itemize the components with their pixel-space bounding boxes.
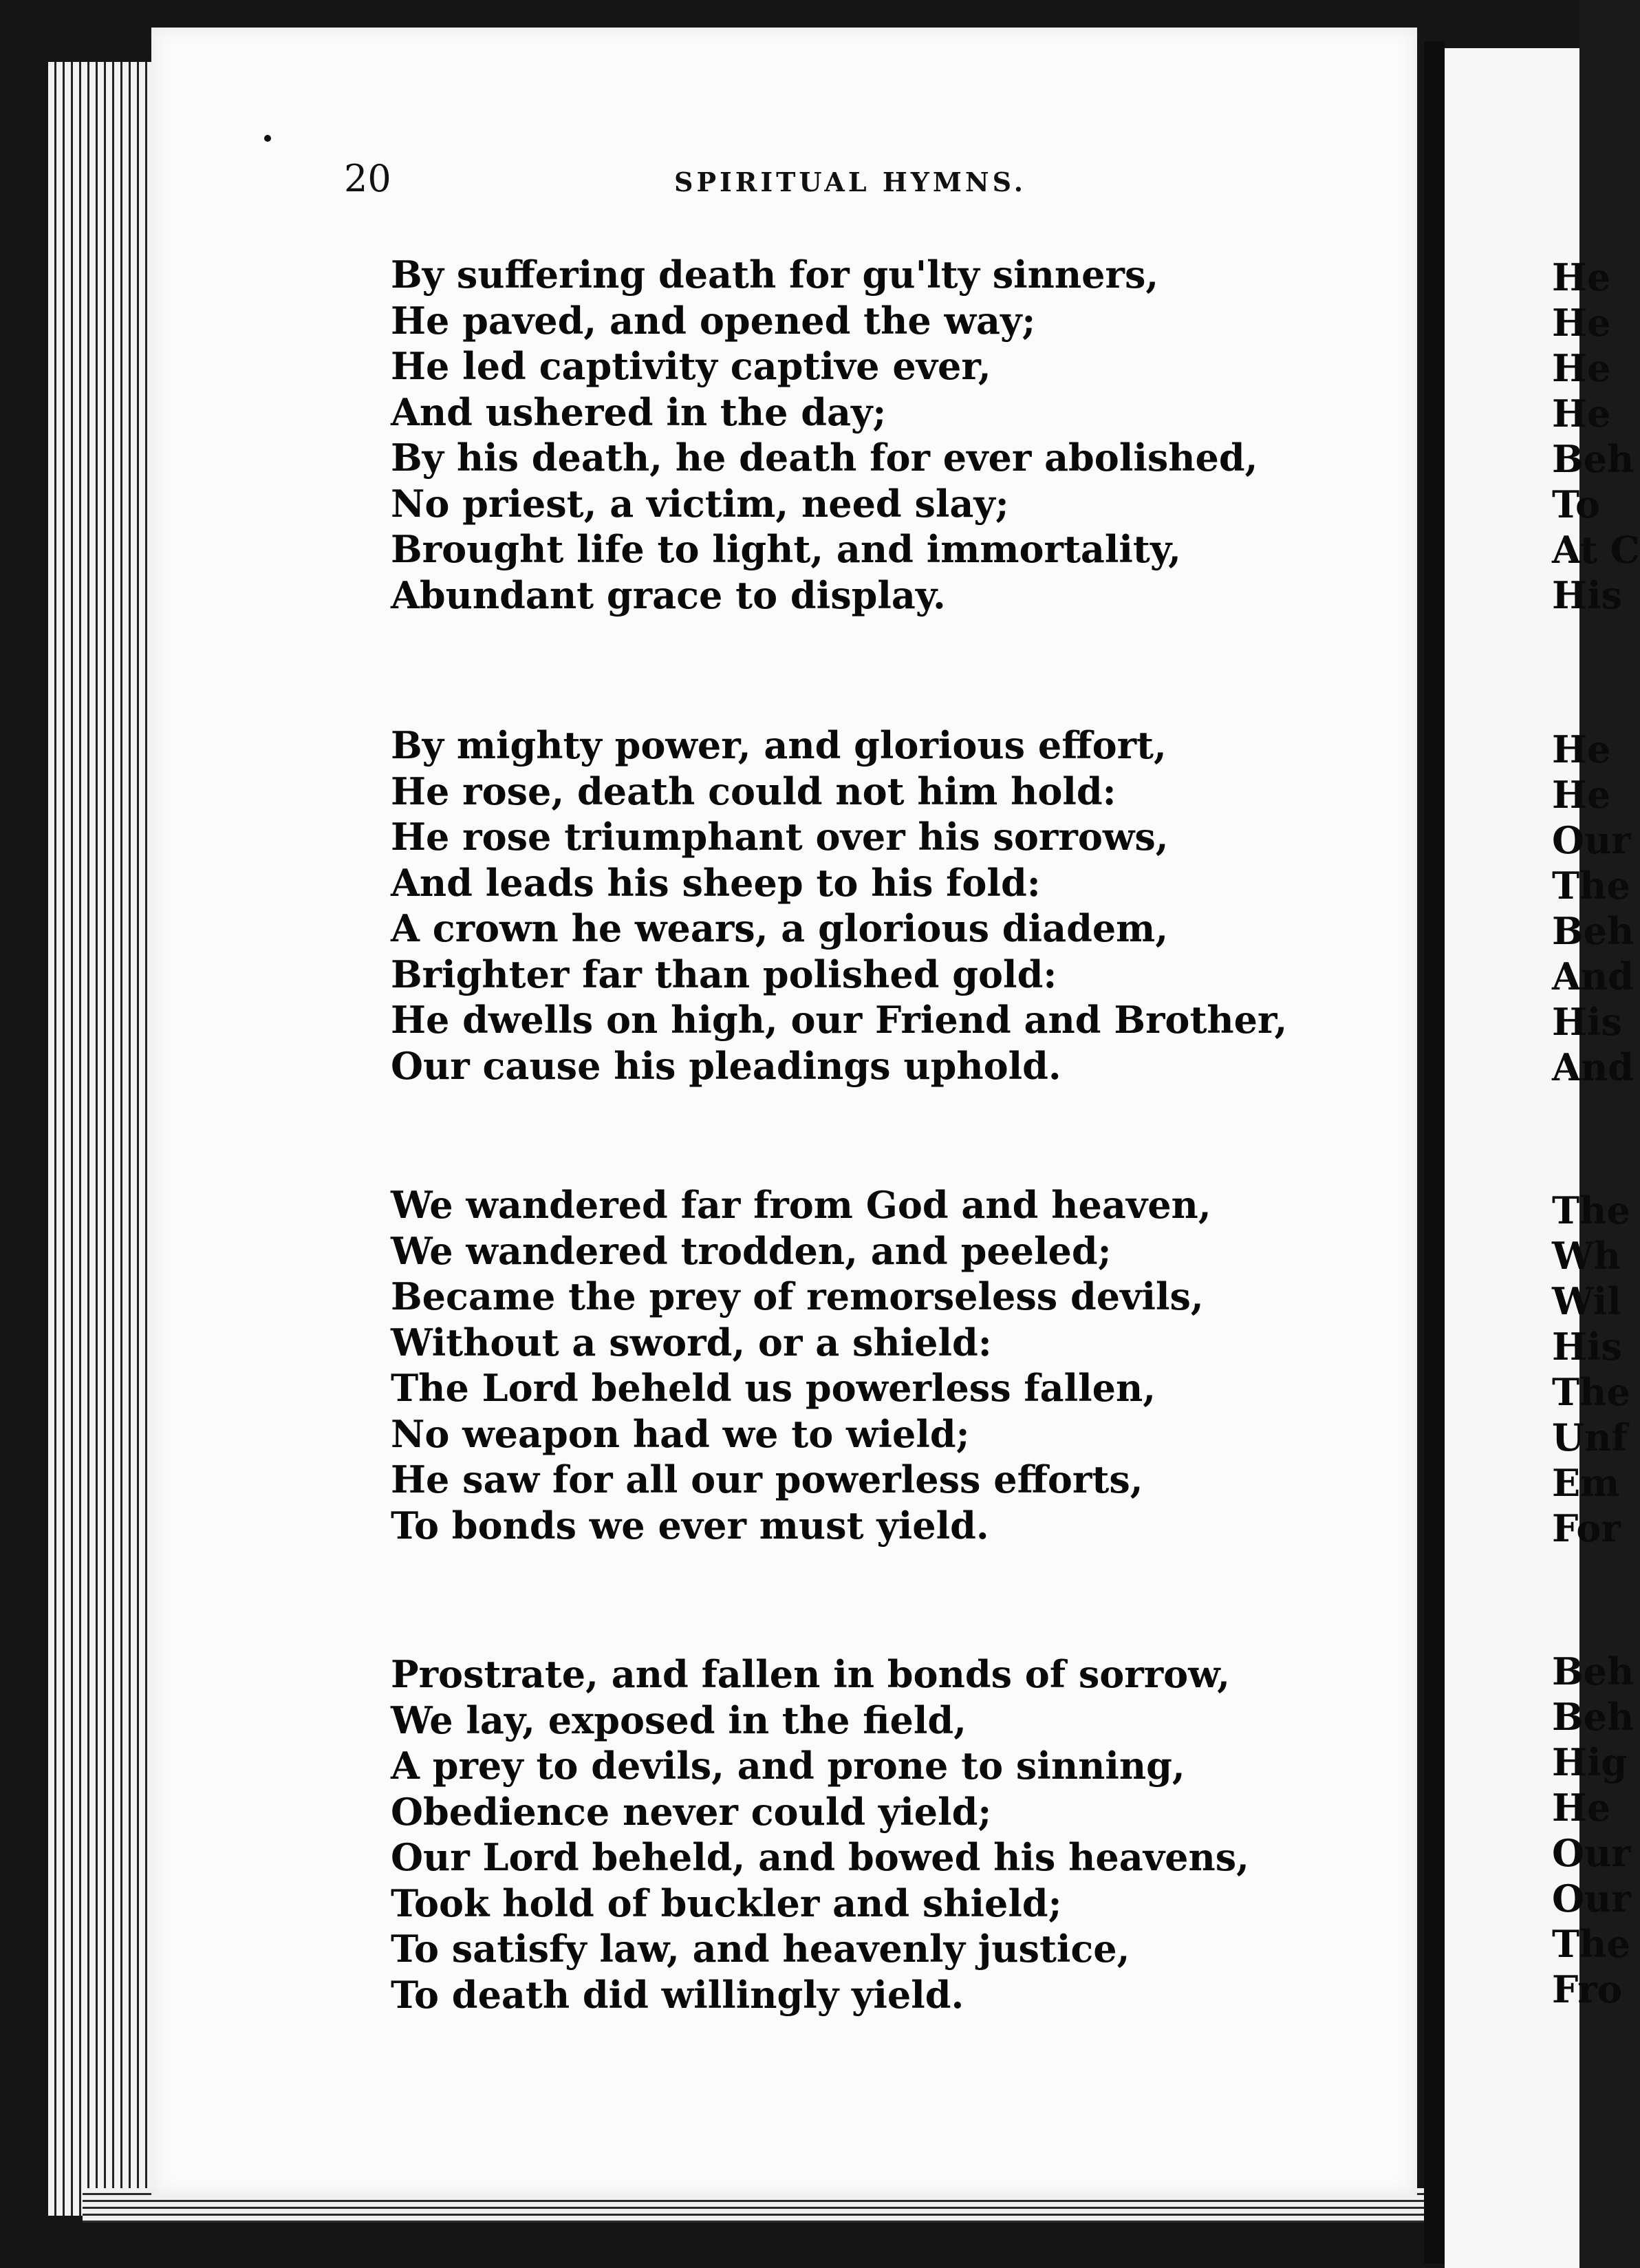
facing-line: To [1552,482,1601,526]
verse-line: A prey to devils, and prone to sinning, [391,1744,1185,1788]
verse-line: By suffering death for gu'lty sinners, [391,253,1159,297]
facing-line: The [1552,864,1630,908]
verse-line: By his death, he death for ever abolished, [391,436,1258,480]
facing-line: Our [1552,1876,1631,1921]
verse-line: And leads his sheep to his fold: [391,860,1041,905]
verse-line: The Lord beheld us powerless fallen, [391,1366,1156,1410]
facing-line: He [1552,301,1611,345]
facing-page [1445,48,1640,2268]
verse-line: Our cause his pleadings uphold. [391,1043,1061,1088]
facing-line: Wil [1552,1279,1621,1323]
page-number: 20 [344,157,391,200]
verse-line: A crown he wears, a glorious diadem, [391,906,1169,950]
facing-line: For [1552,1506,1621,1550]
verse-line: To death did willingly yield. [391,1972,964,2017]
verse-line: To satisfy law, and heavenly justice, [391,1927,1130,1971]
facing-line: His [1552,573,1622,617]
stanza-1 [391,252,1299,618]
facing-line: He [1552,727,1611,771]
facing-line: He [1552,773,1611,817]
facing-line: The [1552,1922,1630,1966]
verse-line: He saw for all our powerless efforts, [391,1457,1143,1501]
facing-line: Beh [1552,909,1634,953]
facing-line: Wh [1552,1234,1621,1278]
verse-line: To bonds we ever must yield. [391,1503,989,1548]
facing-line: He [1552,1786,1611,1830]
facing-line: The [1552,1188,1630,1232]
verse-line: Obedience never could yield; [391,1789,992,1834]
facing-line: Beh [1552,437,1634,481]
stanza-4 [391,1651,1299,2018]
facing-line: Our [1552,1831,1631,1875]
verse-line: No priest, a victim, need slay; [391,481,1009,526]
facing-line: His [1552,1325,1622,1369]
verse-line: And ushered in the day; [391,389,887,434]
verse-line: He dwells on high, our Friend and Brother, [391,998,1288,1042]
facing-line: And [1552,954,1634,998]
verse-line: We wandered far from God and heaven, [391,1183,1211,1227]
ink-speck [264,135,271,142]
facing-line: He [1552,346,1611,390]
verse-line: Took hold of buckler and shield; [391,1881,1062,1925]
verse-line: Brighter far than polished gold: [391,952,1057,996]
page-edges-left [48,62,165,2216]
facing-line: Em [1552,1461,1620,1505]
verse-line: He paved, and opened the way; [391,298,1036,343]
verse-line: Our Lord beheld, and bowed his heavens, [391,1835,1249,1879]
verse-line: Brought life to light, and immortality, [391,527,1181,571]
facing-line: Beh [1552,1695,1634,1739]
verse-line: We wandered trodden, and peeled; [391,1228,1112,1273]
facing-line: Hig [1552,1740,1628,1784]
facing-line: And [1552,1045,1634,1089]
running-title: SPIRITUAL HYMNS. [674,167,1026,197]
stanza-3 [391,1182,1299,1548]
verse-line: We lay, exposed in the field, [391,1698,967,1742]
facing-line: At C [1552,528,1640,572]
verse-line: Prostrate, and fallen in bonds of sorrow, [391,1652,1231,1696]
facing-line: His [1552,1000,1622,1044]
verse-line: Became the prey of remorseless devils, [391,1274,1204,1318]
verse-line: He led captivity captive ever, [391,344,991,388]
facing-line: Our [1552,818,1631,862]
verse-line: He rose, death could not him hold: [391,769,1116,813]
facing-line: He [1552,392,1611,436]
facing-line: He [1552,255,1611,299]
facing-line: The [1552,1370,1630,1414]
verse-line: Abundant grace to display. [391,573,946,617]
page-header [344,157,1252,205]
facing-line: Beh [1552,1649,1634,1693]
verse-line: He rose triumphant over his sorrows, [391,815,1169,859]
verse-line: No weapon had we to wield; [391,1411,970,1456]
book-gutter [1424,41,1445,2264]
facing-line: Fro [1552,1967,1622,2011]
verse-line: By mighty power, and glorious effort, [391,723,1167,767]
facing-line: Unf [1552,1415,1628,1459]
stanza-2 [391,723,1299,1089]
verse-line: Without a sword, or a shield: [391,1320,992,1365]
